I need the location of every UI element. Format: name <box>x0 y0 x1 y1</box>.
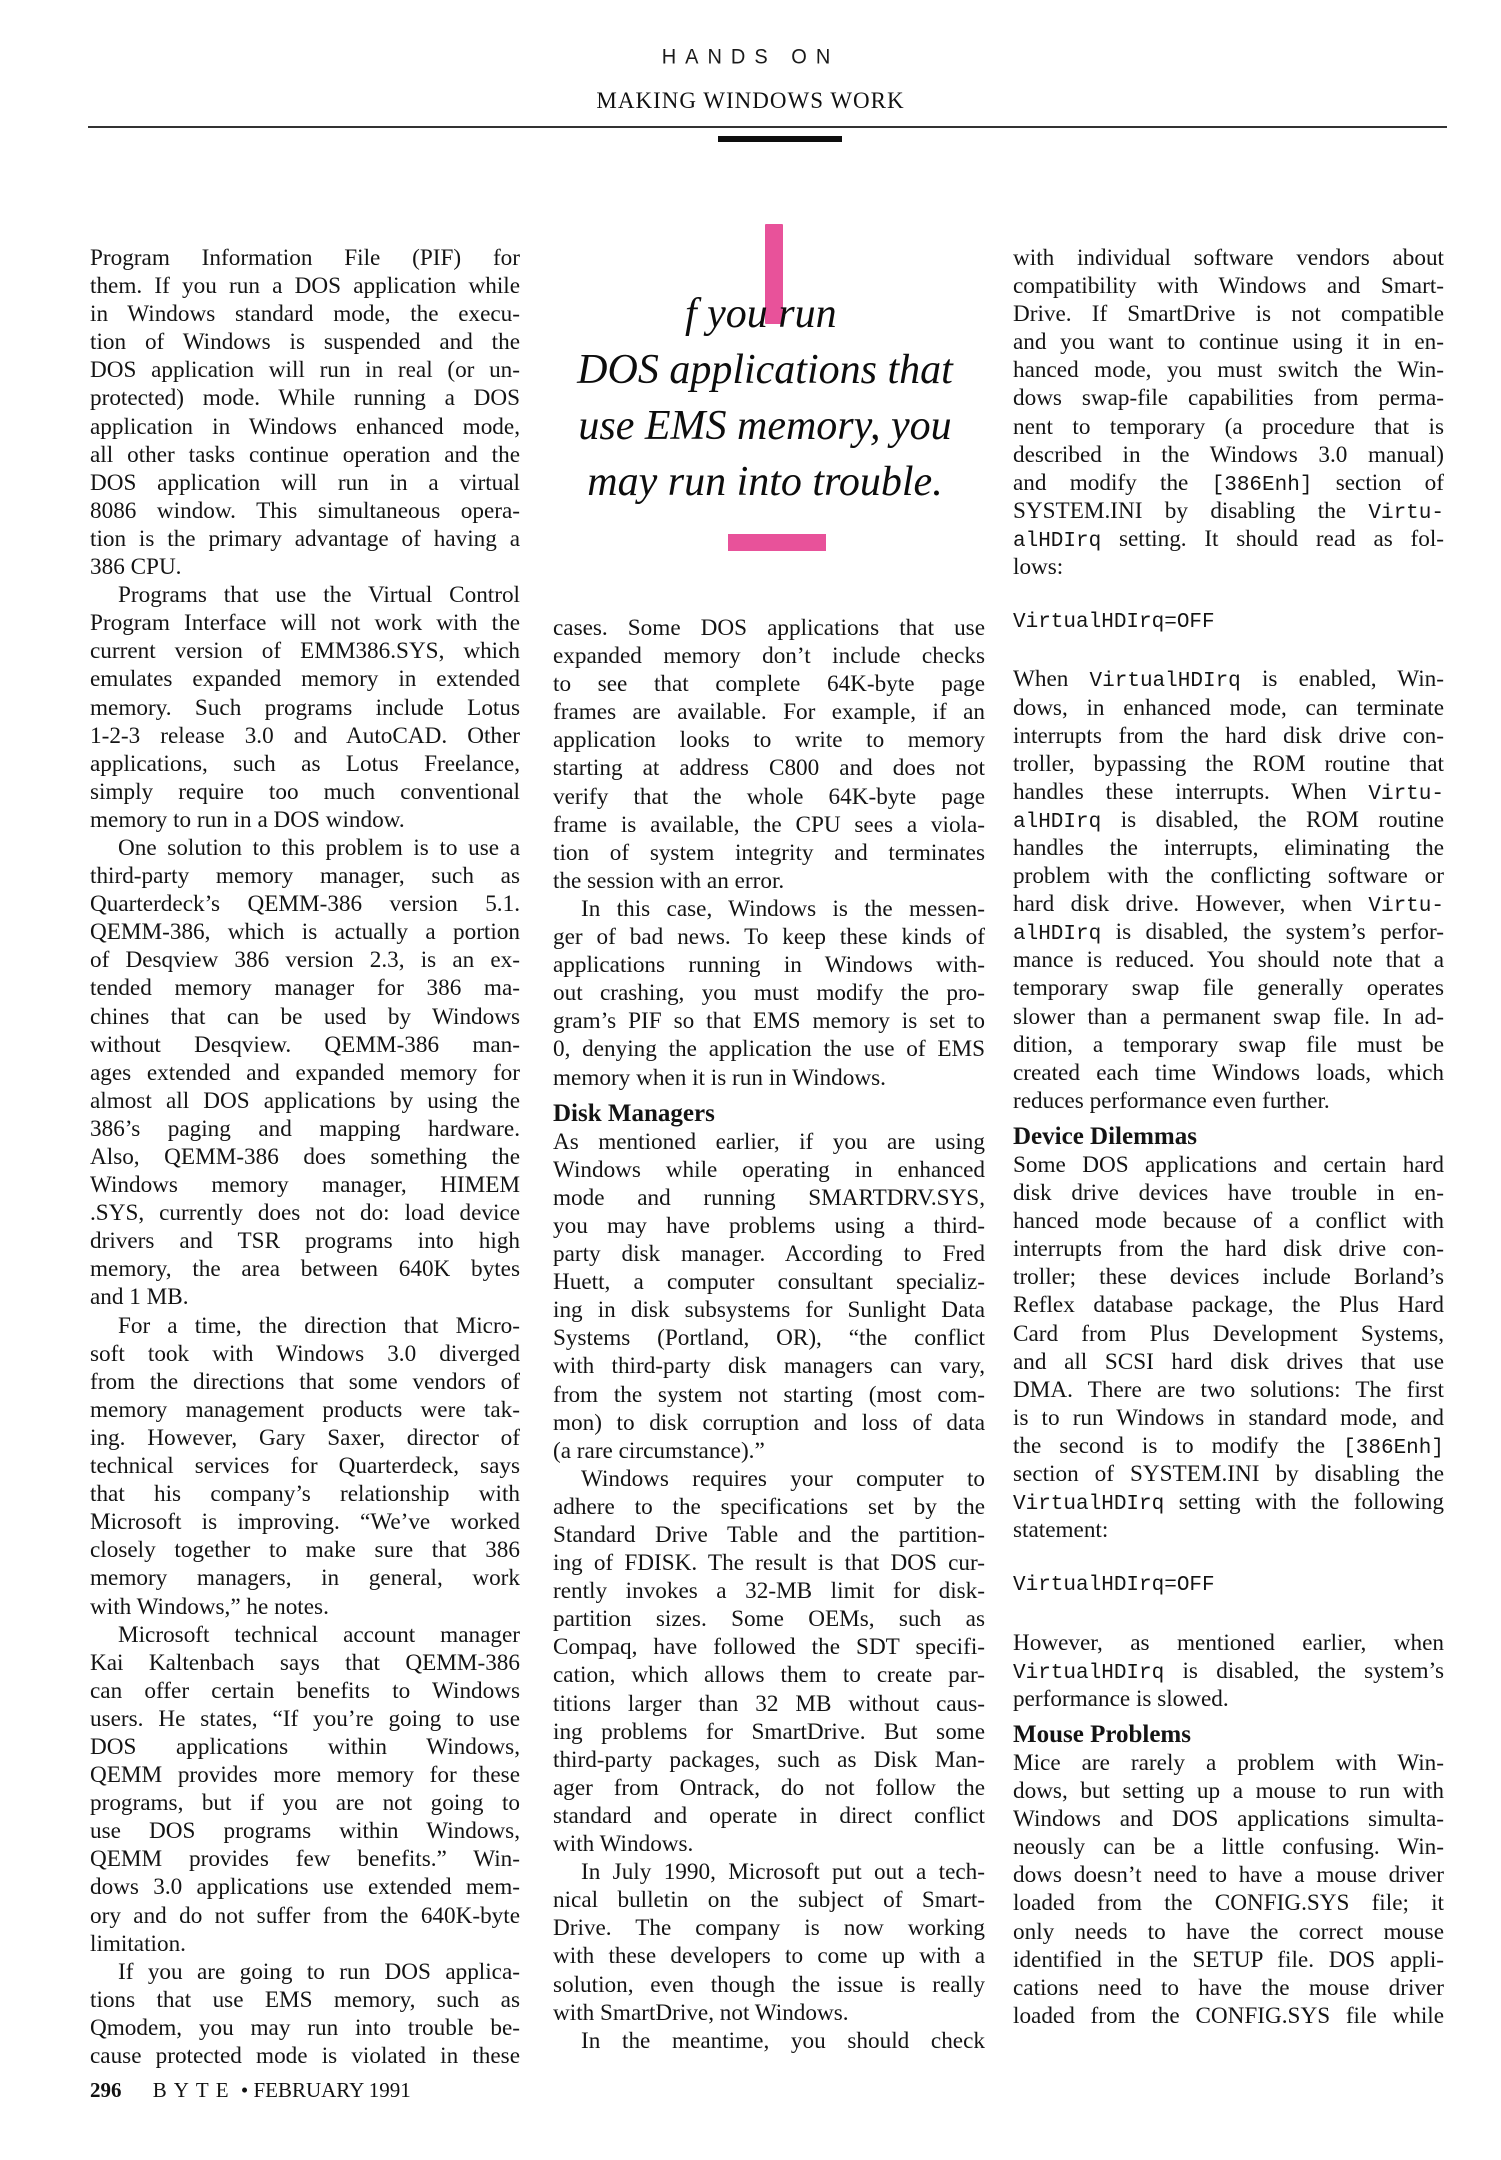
text-line: .SYS, currently does not do: load device <box>90 1200 520 1227</box>
text-line: memory, the area between 640K bytes <box>90 1256 520 1283</box>
text-line: created each time Windows loads, which <box>1013 1059 1444 1086</box>
code-snippet: VirtualHDIrq=OFF <box>1013 611 1215 635</box>
text-line: Windows while operating in enhanced <box>553 1156 985 1183</box>
text-line: ory and do not suffer from the 640K-byte <box>90 1902 520 1929</box>
text-line: Mice are rarely a problem with Win- <box>1013 1749 1444 1776</box>
text-line: tion is the primary advantage of having a <box>90 525 520 552</box>
text-line: DMA. There are two solutions: The first <box>1013 1376 1444 1403</box>
section-heading: Disk Managers <box>553 1099 715 1127</box>
page-number: 296 <box>90 2078 122 2102</box>
text-line: QEMM provides few benefits.” Win- <box>90 1846 520 1873</box>
text-line: from the system not starting (most com- <box>553 1381 985 1408</box>
text-line: with individual software vendors about <box>1013 245 1444 271</box>
text-line: chines that can be used by Windows <box>90 1003 520 1030</box>
column-middle <box>553 614 985 2055</box>
text-line: memory managers, in general, work <box>90 1565 520 1592</box>
text-line: partition sizes. Some OEMs, such as <box>553 1606 985 1633</box>
text-line: to see that complete 64K-byte page <box>553 671 985 698</box>
text-line: cation, which allows them to create par- <box>553 1662 985 1689</box>
text-line: Also, QEMM-386 does something the <box>90 1144 520 1170</box>
text-line: almost all DOS applications by using the <box>90 1087 520 1114</box>
text-line: dows 3.0 applications use extended mem- <box>90 1874 520 1901</box>
text-line: Some DOS applications and certain hard <box>1013 1152 1444 1178</box>
text-line: soft took with Windows 3.0 diverged <box>90 1340 520 1367</box>
header-rule <box>88 126 1447 128</box>
text-line: VirtualHDIrq is disabled, the system’s <box>1013 1657 1444 1685</box>
text-line: with SmartDrive, not Windows. <box>553 1999 849 2026</box>
text-line: Standard Drive Table and the partition- <box>553 1522 985 1548</box>
text-line: Reflex database package, the Plus Hard <box>1013 1292 1444 1319</box>
code-term: VirtualHDIrq <box>1013 1493 1165 1517</box>
text-line: is to run Windows in standard mode, and <box>1013 1404 1444 1431</box>
section-heading: Device Dilemmas <box>1013 1122 1197 1150</box>
text-line: Systems (Portland, OR), “the conflict <box>553 1325 985 1352</box>
text-line: them. If you run a DOS application while <box>90 273 520 300</box>
text-line: memory. Such programs include Lotus <box>90 694 520 721</box>
text-line: technical services for Quarterdeck, says <box>90 1453 520 1480</box>
text-line: frames are available. For example, if an <box>553 699 985 726</box>
text-line: with third-party disk managers can vary, <box>553 1353 985 1380</box>
text-line: mode and running SMARTDRV.SYS, <box>553 1184 985 1211</box>
text-line: starting at address C800 and does not <box>553 755 985 782</box>
text-line: interrupts from the hard disk drive con- <box>1013 1236 1444 1263</box>
text-line: Drive. If SmartDrive is not compatible <box>1013 301 1444 328</box>
text-line: ing of FDISK. The result is that DOS cur- <box>553 1550 985 1577</box>
page-footer <box>90 2078 411 2103</box>
text-line: However, as mentioned earlier, when <box>1013 1629 1444 1656</box>
section-label: HANDS ON <box>661 45 840 69</box>
spacer <box>1013 637 1444 665</box>
text-line: described in the Windows 3.0 manual) <box>1013 441 1444 468</box>
text-line: DOS applications within Windows, <box>90 1733 520 1760</box>
text-line: reduces performance even further. <box>1013 1087 1330 1114</box>
text-line: In July 1990, Microsoft put out a tech- <box>581 1859 985 1886</box>
text-line: SYSTEM.INI by disabling the Virtu- <box>1013 497 1444 525</box>
text-line: interrupts from the hard disk drive con- <box>1013 722 1444 749</box>
text-line: application in Windows enhanced mode, <box>90 413 520 440</box>
pull-quote-text <box>545 286 985 510</box>
text-line: ger of bad news. To keep these kinds of <box>553 924 985 951</box>
text-line: alHDIrq is disabled, the ROM routine <box>1013 806 1444 834</box>
text-line: Huett, a computer consultant specializ- <box>553 1269 985 1296</box>
text-line: can offer certain benefits to Windows <box>90 1677 520 1704</box>
text-line: One solution to this problem is to use a <box>118 834 520 861</box>
text-line: tion of Windows is suspended and the <box>90 329 520 356</box>
text-line: the second is to modify the [386Enh] <box>1013 1432 1444 1460</box>
text-line: simply require too much conventional <box>90 778 520 805</box>
text-line: all other tasks continue operation and the <box>90 441 520 468</box>
code-snippet: VirtualHDIrq=OFF <box>1013 1574 1215 1598</box>
text-line: troller; these devices include Borland’s <box>1013 1264 1444 1291</box>
text-line: titions larger than 32 MB without caus- <box>553 1690 985 1717</box>
text-line: standard and operate in direct conflict <box>553 1802 985 1829</box>
text-line: and modify the [386Enh] section of <box>1013 469 1444 497</box>
text-line: the session with an error. <box>553 867 785 894</box>
text-line: cations need to have the mouse driver <box>1013 1974 1444 2001</box>
code-term: [386Enh] <box>1343 1436 1444 1460</box>
text-line: dows, in enhanced mode, can terminate <box>1013 694 1444 721</box>
text-line: Program Information File (PIF) for <box>90 245 520 271</box>
pull-quote-line: may run into trouble. <box>587 459 943 505</box>
text-line: dition, a temporary swap file must be <box>1013 1031 1444 1058</box>
text-line: applications running in Windows with- <box>553 952 985 979</box>
text-line: party disk manager. According to Fred <box>553 1241 985 1268</box>
text-line: section of SYSTEM.INI by disabling the <box>1013 1461 1444 1488</box>
text-line: slower than a permanent swap file. In ad- <box>1013 1003 1444 1030</box>
text-line: frame is available, the CPU sees a viola- <box>553 811 985 838</box>
text-line: nical bulletin on the subject of Smart- <box>553 1887 985 1914</box>
text-line: from the directions that some vendors of <box>90 1368 520 1395</box>
text-line: disk drive devices have trouble in en- <box>1013 1180 1444 1207</box>
text-line: and you want to continue using it in en- <box>1013 329 1444 356</box>
section-heading: Mouse Problems <box>1013 1720 1191 1748</box>
text-line: Program Interface will not work with the <box>90 610 520 637</box>
text-line: with Windows. <box>553 1831 694 1858</box>
text-line: 386’s paging and mapping hardware. <box>90 1115 520 1142</box>
text-line: in Windows standard mode, the execu- <box>90 301 520 328</box>
magazine-name: BYTE <box>152 2078 236 2102</box>
text-line: statement: <box>1013 1517 1109 1544</box>
code-term: VirtualHDIrq <box>1013 1661 1165 1685</box>
text-line: hard disk drive. However, when Virtu- <box>1013 891 1444 919</box>
text-line: ing. However, Gary Saxer, director of <box>90 1424 520 1451</box>
text-line: When VirtualHDIrq is enabled, Win- <box>1013 666 1444 694</box>
text-line: mance is reduced. You should note that a <box>1013 947 1444 974</box>
text-line: temporary swap file generally operates <box>1013 975 1444 1002</box>
text-line: 0, denying the application the use of EMS <box>553 1036 985 1063</box>
text-line: ing problems for SmartDrive. But some <box>553 1718 985 1745</box>
text-line: QEMM-386, which is actually a portion <box>90 919 520 946</box>
text-line: programs, but if you are not going to <box>90 1790 520 1817</box>
text-line: third-party packages, such as Disk Man- <box>553 1746 985 1773</box>
text-line: use DOS programs within Windows, <box>90 1818 520 1845</box>
code-term: alHDIrq <box>1013 529 1102 553</box>
text-line: and 1 MB. <box>90 1284 189 1311</box>
text-line: handles the interrupts, eliminating the <box>1013 834 1444 861</box>
text-line: ager from Ontrack, do not follow the <box>553 1774 985 1801</box>
code-term: VirtualHDIrq <box>1089 670 1241 694</box>
text-line: protected) mode. While running a DOS <box>90 385 520 412</box>
text-line: neously can be a little confusing. Win- <box>1013 1834 1444 1861</box>
text-line: dows doesn’t need to have a mouse driver <box>1013 1862 1444 1889</box>
text-line: Programs that use the Virtual Control <box>118 582 520 609</box>
text-line: performance is slowed. <box>1013 1685 1229 1712</box>
text-line: memory when it is run in Windows. <box>553 1064 886 1091</box>
text-line: Microsoft technical account manager <box>118 1621 520 1648</box>
text-line: troller, bypassing the ROM routine that <box>1013 750 1444 777</box>
text-line: Windows and DOS applications simulta- <box>1013 1806 1444 1833</box>
text-line: In the meantime, you should check <box>581 2027 985 2054</box>
code-term: alHDIrq <box>1013 923 1102 947</box>
text-line: current version of EMM386.SYS, which <box>90 638 520 665</box>
text-line: 386 CPU. <box>90 554 182 581</box>
text-line: As mentioned earlier, if you are using <box>553 1128 985 1155</box>
text-line: hanced mode because of a conflict with <box>1013 1208 1444 1235</box>
text-line: Card from Plus Development Systems, <box>1013 1320 1444 1347</box>
text-line: drivers and TSR programs into high <box>90 1228 520 1255</box>
text-line: and all SCSI hard disk drives that use <box>1013 1348 1444 1375</box>
text-line: DOS application will run in a virtual <box>90 469 520 496</box>
text-line: dows swap-file capabilities from perma- <box>1013 385 1444 412</box>
text-line: problem with the conflicting software or <box>1013 863 1444 890</box>
pull-quote-line: use EMS memory, you <box>578 403 952 449</box>
text-line: ing in disk subsystems for Sunlight Data <box>553 1297 985 1324</box>
text-line: handles these interrupts. When Virtu- <box>1013 778 1444 806</box>
text-line: limitation. <box>90 1930 186 1957</box>
text-line: In this case, Windows is the messen- <box>581 895 985 922</box>
text-line: DOS application will run in real (or un- <box>90 357 520 384</box>
text-line: Qmodem, you may run into trouble be- <box>90 2014 520 2041</box>
text-line: tended memory manager for 386 ma- <box>90 975 520 1002</box>
text-line: rently invokes a 32-MB limit for disk- <box>553 1578 985 1605</box>
text-line: with these developers to come up with a <box>553 1943 985 1970</box>
text-line: alHDIrq is disabled, the system’s perfor- <box>1013 919 1444 947</box>
text-line: you may have problems using a third- <box>553 1212 985 1239</box>
text-line: dows, but setting up a mouse to run with <box>1013 1778 1444 1805</box>
text-line: cases. Some DOS applications that use <box>553 615 985 641</box>
code-term: alHDIrq <box>1013 810 1102 834</box>
header-accent-bar <box>718 136 842 142</box>
text-line: Compaq, have followed the SDT specifi- <box>553 1634 985 1661</box>
text-line: alHDIrq setting. It should read as fol- <box>1013 525 1444 553</box>
text-line: memory to run in a DOS window. <box>90 806 405 833</box>
text-line: lows: <box>1013 554 1064 581</box>
text-line: loaded from the CONFIG.SYS file; it <box>1013 1890 1444 1917</box>
text-line: gram’s PIF so that EMS memory is set to <box>553 1008 985 1035</box>
pull-quote-end-rule <box>728 534 826 551</box>
text-line: Microsoft is improving. “We’ve worked <box>90 1509 520 1536</box>
text-line: loaded from the CONFIG.SYS file while <box>1013 2002 1444 2029</box>
text-line: third-party memory manager, such as <box>90 863 520 890</box>
issue-date: FEBRUARY 1991 <box>253 2078 411 2102</box>
spacer <box>1013 1544 1444 1572</box>
text-line: identified in the SETUP file. DOS appli- <box>1013 1946 1444 1973</box>
text-line: of Desqview 386 version 2.3, is an ex- <box>90 947 520 974</box>
code-term: Virtu- <box>1368 501 1444 525</box>
column-left <box>90 244 520 2070</box>
text-line: nent to temporary (a procedure that is <box>1013 413 1444 440</box>
text-line: 8086 window. This simultaneous opera- <box>90 497 520 524</box>
text-line: hanced mode, you must switch the Win- <box>1013 357 1444 384</box>
text-line: emulates expanded memory in extended <box>90 666 520 693</box>
footer-separator: • <box>240 2078 249 2102</box>
column-right <box>1013 244 1444 2030</box>
code-term: [386Enh] <box>1211 473 1313 497</box>
text-line: Windows requires your computer to <box>581 1465 985 1492</box>
text-line: that his company’s relationship with <box>90 1481 520 1508</box>
text-line: adhere to the specifications set by the <box>553 1493 985 1520</box>
text-line: If you are going to run DOS applica- <box>118 1958 520 1985</box>
text-line: cause protected mode is violated in these <box>90 2043 520 2069</box>
spacer <box>1013 581 1444 609</box>
text-line: (a rare circumstance).” <box>553 1437 765 1464</box>
text-line: verify that the whole 64K-byte page <box>553 783 985 810</box>
pull-quote-line: f you run <box>685 291 837 337</box>
text-line: solution, even though the issue is really <box>553 1971 985 1998</box>
text-line: tions that use EMS memory, such as <box>90 1986 520 2013</box>
text-line: ages extended and expanded memory for <box>90 1059 520 1086</box>
text-line: QEMM provides more memory for these <box>90 1762 520 1789</box>
pull-quote-line: DOS applications that <box>577 347 953 393</box>
text-line: without Desqview. QEMM-386 man- <box>90 1031 520 1058</box>
text-line: with Windows,” he notes. <box>90 1593 329 1620</box>
text-line: memory management products were tak- <box>90 1396 520 1423</box>
text-line: applications, such as Lotus Freelance, <box>90 750 520 777</box>
text-line: Quarterdeck’s QEMM-386 version 5.1. <box>90 891 520 918</box>
text-line: 1-2-3 release 3.0 and AutoCAD. Other <box>90 722 520 749</box>
text-line: Drive. The company is now working <box>553 1915 985 1942</box>
text-line: For a time, the direction that Micro- <box>118 1312 520 1339</box>
text-line: mon) to disk corruption and loss of data <box>553 1409 985 1436</box>
text-line: tion of system integrity and terminates <box>553 839 985 866</box>
text-line: users. He states, “If you’re going to use <box>90 1705 520 1732</box>
code-term: Virtu- <box>1368 782 1444 806</box>
text-line: Kai Kaltenbach says that QEMM-386 <box>90 1649 520 1676</box>
text-line: out crashing, you must modify the pro- <box>553 980 985 1007</box>
text-line: application looks to write to memory <box>553 727 985 754</box>
text-line: Windows memory manager, HIMEM <box>90 1172 520 1199</box>
spacer <box>1013 1601 1444 1629</box>
code-term: Virtu- <box>1368 895 1444 919</box>
text-line: compatibility with Windows and Smart- <box>1013 273 1444 300</box>
text-line: closely together to make sure that 386 <box>90 1537 520 1564</box>
article-title: MAKING WINDOWS WORK <box>596 88 905 113</box>
text-line: expanded memory don’t include checks <box>553 643 985 670</box>
text-line: only needs to have the correct mouse <box>1013 1918 1444 1945</box>
text-line: VirtualHDIrq setting with the following <box>1013 1489 1444 1517</box>
